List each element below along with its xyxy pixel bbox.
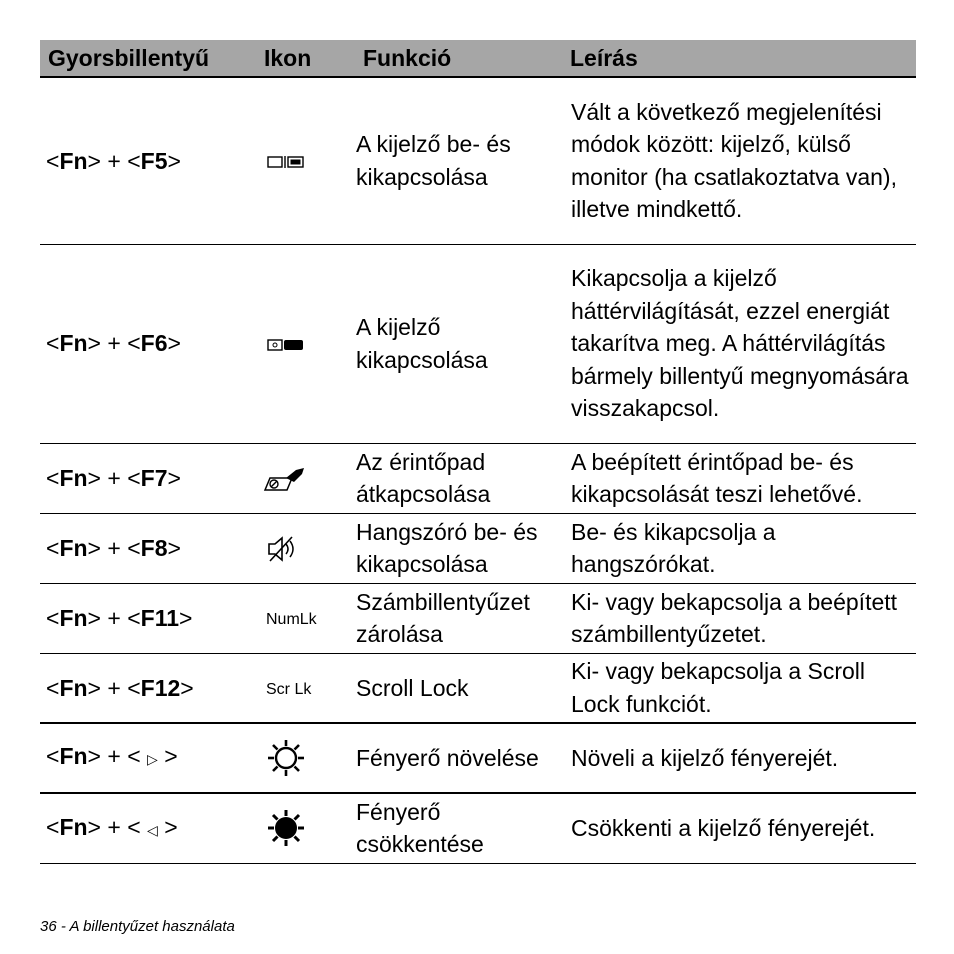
hotkey-cell: <Fn> + < ▷ > <box>40 723 256 793</box>
description-cell: Növeli a kijelző fényerejét. <box>570 723 916 793</box>
key-plus: + <box>107 813 121 840</box>
description-cell: Ki- vagy bekapcsolja a Scroll Lock funkciót. <box>570 653 916 723</box>
hotkey-cell: <Fn> + <F12> <box>40 653 256 723</box>
key-plus: + <box>107 534 121 561</box>
key-fn: Fn <box>59 604 88 631</box>
touchpad-toggle-icon <box>262 464 310 494</box>
key-plus: + <box>107 604 121 631</box>
function-cell: Az érintőpad átkapcsolása <box>355 443 570 513</box>
key-fn: Fn <box>59 330 88 357</box>
description-cell: Be- és kikapcsolja a hangszórókat. <box>570 513 916 583</box>
function-cell: Hangszóró be- és kikapcsolása <box>355 513 570 583</box>
display-toggle-icon <box>262 154 310 170</box>
table-row <box>40 244 916 443</box>
function-cell: Számbillentyűzet zárolása <box>355 583 570 653</box>
table-row <box>40 723 916 793</box>
table-header-row <box>40 40 916 77</box>
hotkey-cell: <Fn> + <F8> <box>40 513 256 583</box>
key-plus: + <box>107 743 121 770</box>
function-cell: Scroll Lock <box>355 653 570 723</box>
hotkey-cell: <Fn> + <F5> <box>40 77 256 244</box>
hotkey-cell: <Fn> + < ◁ > <box>40 793 256 863</box>
key-arrow-left: ◁ <box>147 821 158 838</box>
key-fn: Fn <box>59 813 88 840</box>
scrolllock-label: Scr Lk <box>266 680 312 698</box>
icon-cell <box>256 583 355 653</box>
shortcut-table-container <box>40 40 916 864</box>
key-second: F7 <box>140 464 168 491</box>
function-cell: A kijelző kikapcsolása <box>355 244 570 443</box>
key-fn: Fn <box>59 534 88 561</box>
icon-cell <box>256 443 355 513</box>
page-footer: 36 - A billentyűzet használata <box>40 918 235 935</box>
function-cell: A kijelző be- és kikapcsolása <box>355 77 570 244</box>
numlock-label: NumLk <box>266 610 317 628</box>
brightness-up-icon <box>262 736 310 780</box>
icon-cell <box>256 513 355 583</box>
hotkey-cell: <Fn> + <F7> <box>40 443 256 513</box>
key-plus: + <box>107 464 121 491</box>
function-cell: Fényerő növelése <box>355 723 570 793</box>
table-row <box>40 443 916 513</box>
key-second: F8 <box>140 534 168 561</box>
key-fn: Fn <box>59 674 88 701</box>
table-row <box>40 793 916 863</box>
icon-cell <box>256 653 355 723</box>
function-cell: Fényerő csökkentése <box>355 793 570 863</box>
key-plus: + <box>107 674 121 701</box>
table-row <box>40 583 916 653</box>
key-arrow-right: ▷ <box>147 751 158 768</box>
table-row <box>40 513 916 583</box>
key-second: F12 <box>140 674 181 701</box>
hotkey-cell: <Fn> + <F6> <box>40 244 256 443</box>
key-second: F11 <box>140 604 180 631</box>
key-plus: + <box>107 330 121 357</box>
brightness-down-icon <box>262 806 310 850</box>
key-fn: Fn <box>59 464 88 491</box>
speaker-toggle-icon <box>262 534 310 564</box>
table-row <box>40 653 916 723</box>
header-icon: Ikon <box>256 40 355 77</box>
header-description: Leírás <box>570 40 916 77</box>
key-plus: + <box>107 147 121 174</box>
table-row <box>40 77 916 244</box>
key-fn: Fn <box>59 743 88 770</box>
key-second: F5 <box>140 147 168 174</box>
hotkey-cell: <Fn> + <F11> <box>40 583 256 653</box>
description-cell: Csökkenti a kijelző fényerejét. <box>570 793 916 863</box>
icon-cell <box>256 77 355 244</box>
description-cell: A beépített érintőpad be- és kikapcsolását teszi lehetővé. <box>570 443 916 513</box>
description-cell: Kikapcsolja a kijelző háttérvilágítását, ezzel energiát takarítva meg. A háttérvilágítás bármely billentyű megnyomására visszakapcsol. <box>570 244 916 443</box>
key-fn: Fn <box>59 147 88 174</box>
header-key: Gyorsbillentyű <box>40 40 256 77</box>
icon-cell <box>256 244 355 443</box>
key-second: F6 <box>140 330 168 357</box>
description-cell: Ki- vagy bekapcsolja a beépített számbillentyűzetet. <box>570 583 916 653</box>
display-off-icon <box>262 337 310 353</box>
icon-cell <box>256 723 355 793</box>
hotkey-table <box>40 40 916 864</box>
description-cell: Vált a következő megjelenítési módok között: kijelző, külső monitor (ha csatlakoztatva van), illetve mindkettő. <box>570 77 916 244</box>
header-function: Funkció <box>355 40 570 77</box>
icon-cell <box>256 793 355 863</box>
